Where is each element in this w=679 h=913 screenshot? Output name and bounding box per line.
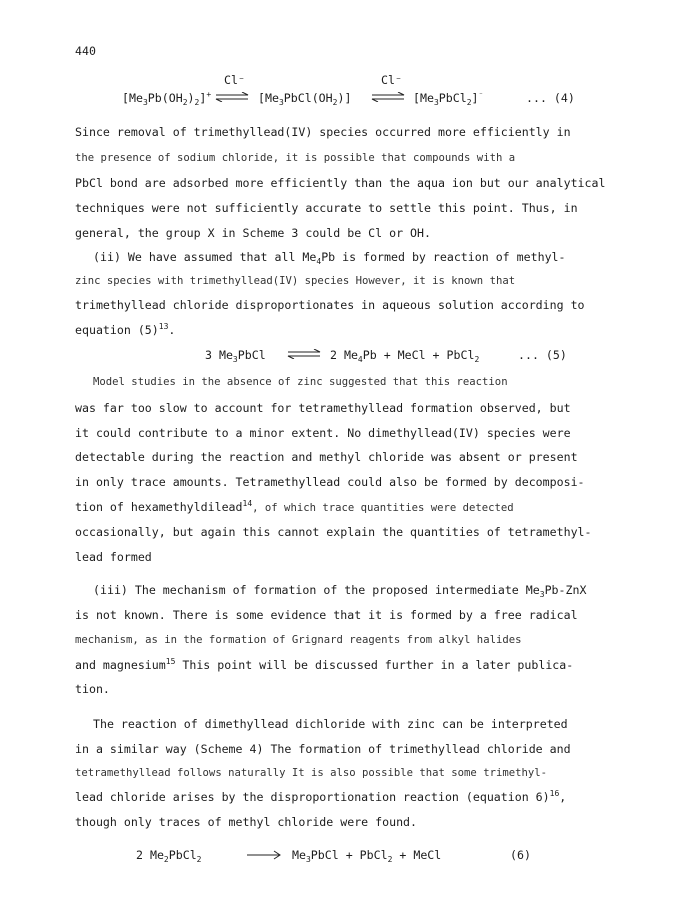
- text-line: Model studies in the absence of zinc suggested that this reaction: [93, 376, 508, 388]
- text-line: lead chloride arises by the disproportionation reaction (equation 6)$^{16}$,: [75, 789, 567, 804]
- text-line: though only traces of methyl chloride were found.: [75, 815, 418, 829]
- text-line: occasionally, but again this cannot explain the quantities of tetramethyl-: [75, 525, 592, 539]
- eq4-species-3: $[Me_3PbCl_2]^{^-}$: [413, 90, 484, 107]
- text-line: (iii) The mechanism of formation of the proposed intermediate $Me_3Pb$-ZnX: [93, 583, 587, 599]
- text-line: PbCl bond are adsorbed more efficiently than the aqua ion but our analytical: [75, 176, 606, 190]
- eq4-above-right: Cl⁻: [381, 73, 402, 87]
- text-line: equation $(5)^{13}$.: [75, 322, 176, 337]
- eq4-above-left: Cl⁻: [224, 73, 245, 87]
- equilibrium-arrow-icon: [215, 92, 249, 102]
- text-line: zinc species with trimethyllead(IV) species However, it is known that: [75, 275, 516, 287]
- text-line: is not known. There is some evidence that it is formed by a free radical: [75, 608, 578, 622]
- text-line: techniques were not sufficiently accurate to settle this point. Thus, in: [75, 201, 578, 215]
- eq4-number: ... (4): [526, 91, 575, 105]
- text-line: (ii) We have assumed that all $Me_4Pb$ is formed by reaction of methyl-: [93, 250, 566, 266]
- text-line: tion of hexamethyldilead$^{14}$, of which trace quantities were detected: [75, 499, 514, 514]
- page-number: 440: [75, 44, 96, 58]
- eq6-number: (6): [510, 848, 531, 862]
- text-line: lead formed: [75, 550, 152, 564]
- text-line: it could contribute to a minor extent. No dimethyllead(IV) species were: [75, 426, 571, 440]
- text-line: Since removal of trimethyllead(IV) species occurred more efficiently in: [75, 125, 571, 139]
- eq5-left: 3 $Me_3PbCl$: [205, 348, 266, 364]
- text-line: in only trace amounts. Tetramethyllead could also be formed by decomposi-: [75, 475, 585, 489]
- eq4-species-1: $[Me_3Pb(OH_2)_2]^+$: [122, 90, 212, 107]
- reaction-arrow-icon: [246, 850, 282, 860]
- text-line: trimethyllead chloride disproportionates in aqueous solution according to: [75, 298, 585, 312]
- text-line: tetramethyllead follows naturally It is also possible that some trimethyl-: [75, 767, 547, 779]
- eq5-number: ... (5): [518, 348, 567, 362]
- eq4-species-2: $[Me_3PbCl(OH_2)]$: [258, 91, 352, 107]
- text-line: The reaction of dimethyllead dichloride with zinc can be interpreted: [93, 717, 568, 731]
- text-line: the presence of sodium chloride, it is possible that compounds with a: [75, 152, 516, 164]
- text-line: general, the group X in Scheme 3 could be Cl or OH.: [75, 226, 431, 240]
- text-line: tion.: [75, 682, 110, 696]
- eq6-left: 2 $Me_2PbCl_2$: [136, 848, 202, 864]
- text-line: in a similar way (Scheme 4) The formation of trimethyllead chloride and: [75, 742, 571, 756]
- eq6-right: $Me_3PbCl$ + PbCl$_2$ + MeCl: [292, 848, 442, 864]
- equilibrium-arrow-icon: [371, 92, 405, 102]
- text-line: detectable during the reaction and methyl chloride was absent or present: [75, 450, 578, 464]
- text-line: and magnesium$^{15}$ This point will be discussed further in a later publica-: [75, 657, 574, 672]
- eq5-right: 2 $Me_4Pb$ + MeCl + PbCl$_2$: [330, 348, 480, 364]
- equilibrium-arrow-icon: [287, 349, 321, 359]
- text-line: mechanism, as in the formation of Grignard reagents from alkyl halides: [75, 634, 522, 646]
- text-line: was far too slow to account for tetramethyllead formation observed, but: [75, 401, 571, 415]
